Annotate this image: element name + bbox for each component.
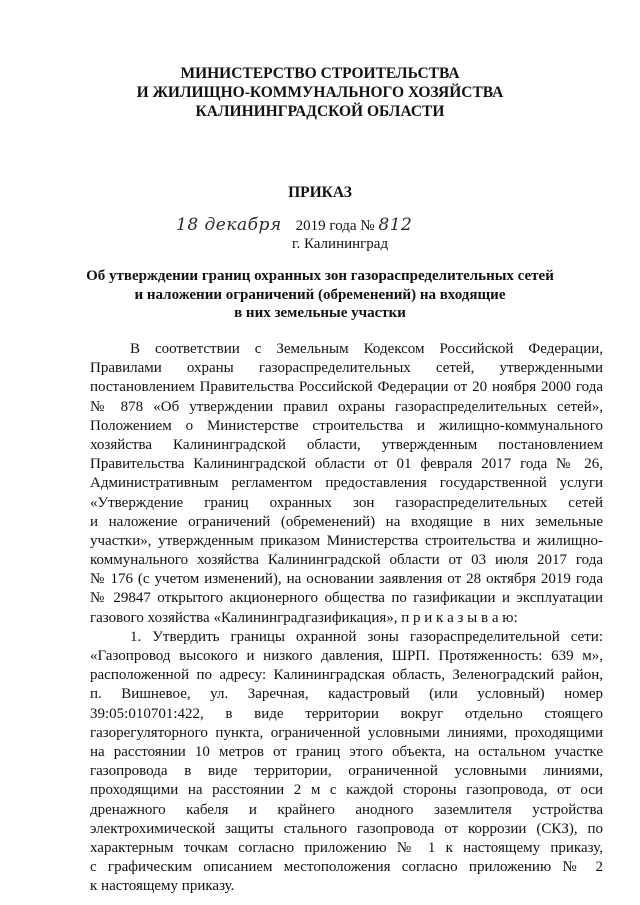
body-line: с графическим описанием местоположения согласно приложению № 2 (90, 859, 603, 876)
body-line: дренажного кабеля и крайнего анодного заземлителя устройства (90, 801, 603, 818)
body-line: Положением о Министерстве строительства и жилищно-коммунального (90, 417, 603, 434)
body-line: 1. Утвердить границы охранной зоны газораспределительной сети: (130, 628, 603, 645)
body-line: и наложение ограничений (обременений) на входящие в них земельные (90, 513, 603, 530)
ministry-line: И ЖИЛИЩНО-КОММУНАЛЬНОГО ХОЗЯЙСТВА (136, 84, 504, 101)
body-line: газового хозяйства «Калининградгазификация», п р и к а з ы в а ю: (90, 609, 518, 626)
body-line: № 878 «Об утверждении правил охраны газораспределительных сетей», (90, 398, 603, 415)
body-line: газопровода в виде территории, ограниченной условными линиями, (90, 763, 603, 780)
ministry-header (0, 64, 640, 121)
order-body (90, 340, 603, 896)
body-line: коммунального хозяйства Калининградской области от 03 июля 2017 года (90, 552, 603, 569)
body-line: 39:05:010701:422, в виде территории вокруг отдельно стоящего (90, 705, 603, 722)
order-subject (0, 267, 640, 323)
subject-line: в них земельные участки (234, 305, 406, 321)
body-line: участки», утвержденным приказом Министерства строительства и жилищно- (90, 532, 603, 549)
body-line: № 29847 открытого акционерного общества по газификации и эксплуатации (90, 590, 603, 607)
order-year: 2019 года № (295, 218, 375, 234)
body-line: на расстоянии 10 метров от границ этого объекта, на остальном участке (90, 743, 603, 760)
body-line: постановлением Правительства Российской Федерации от 20 ноября 2000 года (90, 379, 603, 396)
body-line: «Утверждение границ охранных зон газораспределительных сетей (90, 494, 603, 511)
order-city: г. Калининград (292, 236, 389, 252)
body-line: В соответствии с Земельным Кодексом Российской Федерации, (130, 341, 603, 357)
body-line: проходящими на расстоянии 2 м с каждой стороны газопровода, от оси (90, 782, 603, 799)
body-line: газорегуляторного пункта, ограниченной условными линиями, проходящими (90, 724, 603, 741)
ministry-line: МИНИСТЕРСТВО СТРОИТЕЛЬСТВА (180, 65, 460, 82)
body-line: п. Вишневое, ул. Заречная, кадастровый (или условный) номер (90, 686, 603, 703)
order-title: ПРИКАЗ (288, 184, 352, 201)
body-line: хозяйства Калининградской области, утвержденным постановлением (90, 436, 603, 453)
body-line: Правительства Калининградской области от 01 февраля 2017 года № 26, (90, 456, 603, 473)
body-line: расположенной по адресу: Калининградская область, Зеленоградский район, (90, 667, 603, 684)
body-line: «Газопровод высокого и низкого давления, ШРП. Протяженность: 639 м», (90, 648, 603, 664)
body-line: Правилами охраны газораспределительных сетей, утвержденными (90, 360, 603, 377)
ministry-line: КАЛИНИНГРАДСКОЙ ОБЛАСТИ (195, 103, 445, 120)
handwritten-date: 18 декабря (176, 215, 282, 235)
body-line: характерным точкам согласно приложению № 1 к настоящему приказу, (90, 839, 603, 856)
body-line: к настоящему приказу. (90, 878, 235, 895)
body-line: электрохимической защиты стального газопровода от коррозии (СКЗ), по (90, 820, 603, 837)
handwritten-number: 812 (378, 215, 413, 235)
subject-line: и наложении ограничений (обременений) на входящие (134, 286, 506, 303)
body-line: Административным регламентом предоставления государственной услуги (90, 475, 603, 492)
body-line: № 176 (с учетом изменений), на основании заявления от 28 октября 2019 года (90, 571, 603, 588)
order-date-line (176, 215, 412, 235)
subject-line: Об утверждении границ охранных зон газораспределительных сетей (86, 268, 554, 284)
